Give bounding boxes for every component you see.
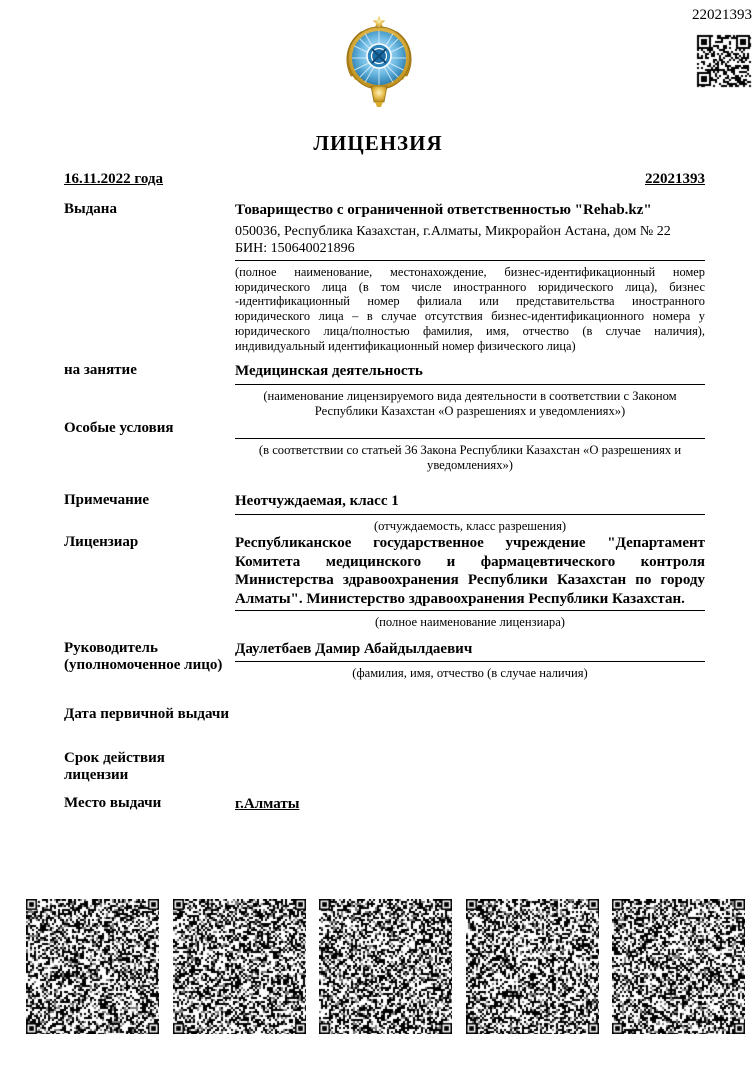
field-label: Особые условия [64,420,174,436]
field-note: (полное наименование лицензиара) [374,615,565,630]
field-label: Примечание [64,492,150,508]
field-label-line1: Руководитель [64,640,158,656]
field-row-remark [64,492,705,534]
special-conditions-value [235,420,705,439]
page-title: ЛИЦЕНЗИЯ [313,131,443,155]
license-number: 22021393 [645,171,705,187]
barcode-strip [26,899,745,1034]
field-row-issue-place [64,795,705,814]
field-label: Выдана [64,201,117,217]
field-label: Лицензиар [64,534,139,550]
barcode-block [612,899,745,1034]
field-label: на занятие [64,362,137,378]
field-note: (в соответствии со статьей 36 Закона Республики Казахстан «О разрешениях и уведомлениях») [258,443,682,473]
date-number-row [64,171,705,188]
field-note: (наименование лицензируемого вида деятельности в соответствии с Законом Республики Казахстан «О разрешениях и уведомлениях») [263,389,677,419]
field-label-line1: Срок действия [64,750,165,766]
licensee-name: Товарищество с ограниченной ответственностью "Rehab.kz" [235,202,652,218]
licensee-bin: БИН: 150640021896 [235,241,355,256]
field-label-line2: лицензии [64,767,129,783]
field-note: (фамилия, имя, отчество (в случае наличия) [352,666,588,680]
activity-value: Медицинская деятельность [235,362,705,385]
kazakhstan-emblem-icon [341,14,417,108]
field-row-head [64,640,705,681]
issue-date: 16.11.2022 года [64,171,164,187]
field-label: Место выдачи [64,795,162,811]
barcode-block [466,899,599,1034]
licensee-address: 050036, Республика Казахстан, г.Алматы, Микрорайон Астана, дом № 22 [235,224,671,239]
barcode-block [26,899,159,1034]
field-note: (отчуждаемость, класс разрешения) [373,519,567,533]
head-name-value: Даулетбаев Дамир Абайдылдаевич [235,640,705,662]
field-label-line2: (уполномоченное лицо) [64,657,223,673]
barcode-block [319,899,452,1034]
field-row-issued-to [64,201,705,353]
field-label: Дата первичной выдачи [64,706,230,722]
licensor-value: Республиканское государственное учреждение "Департамент Комитета медицинского и фармацевтического контроля Министерства здравоохранения Республики Казахстан по городу Алматы". Министерство здравоохранения Республики Казахстан. [235,534,705,611]
field-row-activity [64,362,705,420]
issue-place-value: г.Алматы [235,796,300,812]
corner-license-number: 22021393 [692,7,752,23]
field-row-licensor [64,534,705,631]
barcode-block [173,899,306,1034]
qr-code [695,33,752,88]
remark-value: Неотчуждаемая, класс 1 [235,492,705,515]
field-row-special-conditions [64,420,705,474]
field-note: (полное наименование, местонахождение, бизнес-идентификационный номер юридического лица (в том числе иностранного юридического лица), бизнес -идентификационный номер филиала или представительства иностранного юридического лица – в случае отсутствия бизнес-идентификационного номера у юридического лица/полностью фамилия, имя, отчество (в случае наличия), индивидуальный идентификационный номер физического лица) [235,260,705,353]
